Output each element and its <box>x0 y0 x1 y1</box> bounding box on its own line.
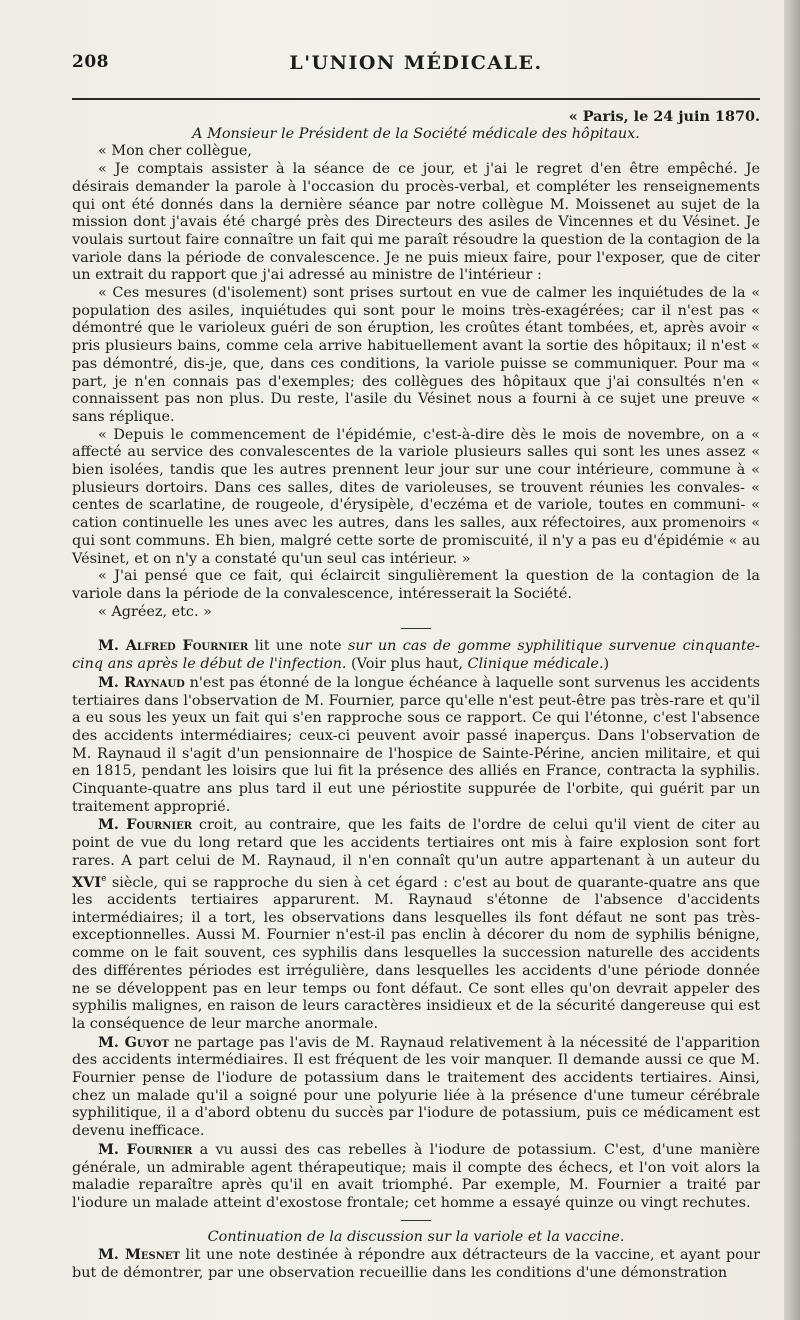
paragraph-text: croit, au contraire, que les faits de l'ordre de celui qu'il vient de citer au point de vue du long retard que les accidents tertiaires ont mis à faire explosion sont fort rares. A part celui de M. Raynaud, il n'en connaît qu'un autre appartenant à un auteur du <box>72 817 760 869</box>
running-header <box>72 52 760 92</box>
paragraph-fournier-iodure <box>72 1141 760 1213</box>
letter-dateline: « Paris, le 24 juin 1870. <box>568 108 760 125</box>
paragraph-text: n'est pas étonné de la longue échéance à laquelle sont survenus les accidents tertiaires dans l'observation de M. Fournier, parce qu'elle n'est peut-être pas très-rare et qu'il a eu sous les yeux un fait qui s'en rapproche sous ce rapport. Ce qui l'étonne, c'est l'absence des accidents intermédiaires; ceux-ci peuvent avoir passé inaperçus. Dans l'observation de M. Raynaud il s'agit d'un pensionnaire de l'hospice de Sainte-Périne, ancien militaire, et qui en 1815, pendant les loisirs que lui fit la présence des alliés en France, contracta la syphilis. Cinquante-quatre ans plus tard il eut une périostite suppurée de l'orbite, qui guérit par un traitement approprié. <box>72 674 760 815</box>
reference-close: ) <box>603 656 610 673</box>
speaker-name: M. Raynaud <box>98 673 185 691</box>
paragraph-text: a vu aussi des cas rebelles à l'iodure de potassium. C'est, d'une manière générale, un admirable agent thérapeutique; mais il compte des échecs, et l'on voit alors la maladie reparaître après qu'il en avait triomphé. Par exemple, M. Fournier a traité par l'iodure un malade atteint d'exostose frontale; cet homme a essayé quinze ou vingt rechutes. <box>72 1141 760 1211</box>
separator-rule <box>401 628 431 629</box>
letter-closing: « Agréez, etc. » <box>98 603 212 620</box>
section-heading: Continuation de la discussion sur la variole et la vaccine. <box>207 1228 625 1245</box>
letter-paragraph: « J'ai pensé que ce fait, qui éclaircit singulièrement la question de la contagion de la variole dans la période de la convalescence, intéresserait la Société. <box>72 568 760 602</box>
speaker-name: M. Mesnet <box>98 1246 180 1264</box>
note-title: sur un cas de gomme syphilitique survenue cinquante-cinq ans après le début de l'infection. <box>72 638 760 673</box>
speaker-name: M. Fournier <box>98 816 193 834</box>
paragraph-guyot <box>72 1034 760 1141</box>
reference-text: (Voir plus haut, <box>346 656 468 673</box>
letter-paragraph: « Je comptais assister à la séance de ce jour, et j'ai le regret d'en être empêché. Je désirais demander la parole à l'occasion du procès-verbal, et compléter les renseignements qui ont été donnés dans la dernière séance par notre collègue M. Moissenet au sujet de la mission dont j'avais été chargé près des Directeurs des asiles de Vincennes et du Vésinet. Je voulais surtout faire connaître un fait qui me paraît résoudre la question de la contagion de la variole dans la période de convalescence. Je ne puis mieux faire, pour l'exposer, que de citer un extrait du rapport que j'ai adressé au ministre de l'intérieur : <box>72 161 760 284</box>
header-rule <box>72 98 760 100</box>
speaker-name: M. Fournier <box>98 1140 193 1158</box>
century-numeral: XVI <box>72 873 102 891</box>
paragraph-text: ne partage pas l'avis de M. Raynaud relativement à la nécessité de l'apparition des accidents intermédiaires. Il est fréquent de les voir manquer. Il demande aussi ce que M. Fournier pense de l'iodure de potassium dans le traitement des accidents tertiaires. Ainsi, chez un malade qu'il a soigné pour une polyurie liée à la présence d'une tumeur cérébrale syphilitique, il a d'abord obtenu du succès par l'iodure de potassium, puis ce médicament est devenu inefficace. <box>72 1034 760 1140</box>
separator-rule <box>401 1220 431 1221</box>
journal-title: L'UNION MÉDICALE. <box>289 52 543 74</box>
letter-quote-paragraph: « Ces mesures (d'isolement) sont prises surtout en vue de calmer les inquiétudes de la « population des asiles, inquiétudes qui sont pour le moins très-exagérées; car il n'est pas « démontré que le varioleux guéri de son éruption, les croûtes étant tombées, et, après avoir « pris plusieurs bains, comme cela arrive habituellement avant la sortie des hôpitaux; il n'est « pas démontré, dis-je, que, dans ces conditions, la variole puisse se communiquer. Pour ma « part, je n'en connais pas d'exemples; des collègues des hôpitaux que j'ai consultés n'en « connaissent pas non plus. Du reste, l'asile du Vésinet nous a fourni à ce sujet une preuve « sans réplique. <box>72 285 760 425</box>
paragraph-text: siècle, qui se rapproche du sien à cet égard : c'est au bout de quarante-quatre ans que les accidents tertiaires apparurent. M. Raynaud s'étonne de l'absence d'accidents intermédiaires; il a tort, les observations dans lesquelles ils font défaut ne sont pas très-exceptionnelles. Aussi M. Fournier n'est-il pas enclin à décorer du nom de syphilis bénigne, comme on le fait souvent, ces syphilis dans lesquelles la succession naturelle des accidents des différentes périodes est irrégulière, dans lesquelles les accidents d'une période donnée ne se développent pas en leur temps ou font défaut. Ce sont elles qu'on devrait appeler des syphilis malignes, en raison de leurs caractères insidieux et de la sécurité dangereuse qui est la conséquence de leur marche anormale. <box>72 874 760 1032</box>
paragraph-text: lit une note destinée à répondre aux détracteurs de la vaccine, et ayant pour but de démontrer, par une observation recueillie dans les conditions d'une démonstration <box>72 1247 760 1282</box>
article-body <box>72 108 760 1283</box>
letter-quote-paragraph: « Depuis le commencement de l'épidémie, c'est-à-dire dès le mois de novembre, on a « affecté au service des convalescentes de la variole plusieurs salles qui sont les unes assez « bien isolées, tandis que les autres prennent leur jour sur une cour intérieure, commune à « plusieurs dortoirs. Dans ces salles, dites de varioleuses, se trouvent réunies les convales- « centes de scarlatine, de rougeole, d'érysipèle, d'eczéma et de variole, toutes en communi- « cation continuelle les unes avec les autres, dans les salles, aux réfectoires, aux promenoirs « qui sont communs. Eh bien, malgré cette sorte de promiscuité, il n'y a pas eu d'épidémie « au Vésinet, et on n'y a constaté qu'un seul cas intérieur. » <box>72 426 760 567</box>
page-number: 208 <box>72 52 109 72</box>
reference-rubric: Clinique médicale. <box>467 656 604 673</box>
speaker-name: M. Guyot <box>98 1033 169 1051</box>
letter-address: A Monsieur le Président de la Société médicale des hôpitaux. <box>192 125 640 142</box>
paragraph-fournier-reply <box>72 816 760 1033</box>
century-superscript: e <box>101 873 107 884</box>
paragraph-text: lit une note <box>248 638 348 655</box>
page-edge-shadow <box>784 0 800 1320</box>
paragraph-raynaud <box>72 674 760 817</box>
paragraph-fournier-note <box>72 637 760 673</box>
speaker-name: M. Alfred Fournier <box>98 637 249 655</box>
letter-salutation: « Mon cher collègue, <box>98 143 252 160</box>
paragraph-mesnet <box>72 1246 760 1282</box>
